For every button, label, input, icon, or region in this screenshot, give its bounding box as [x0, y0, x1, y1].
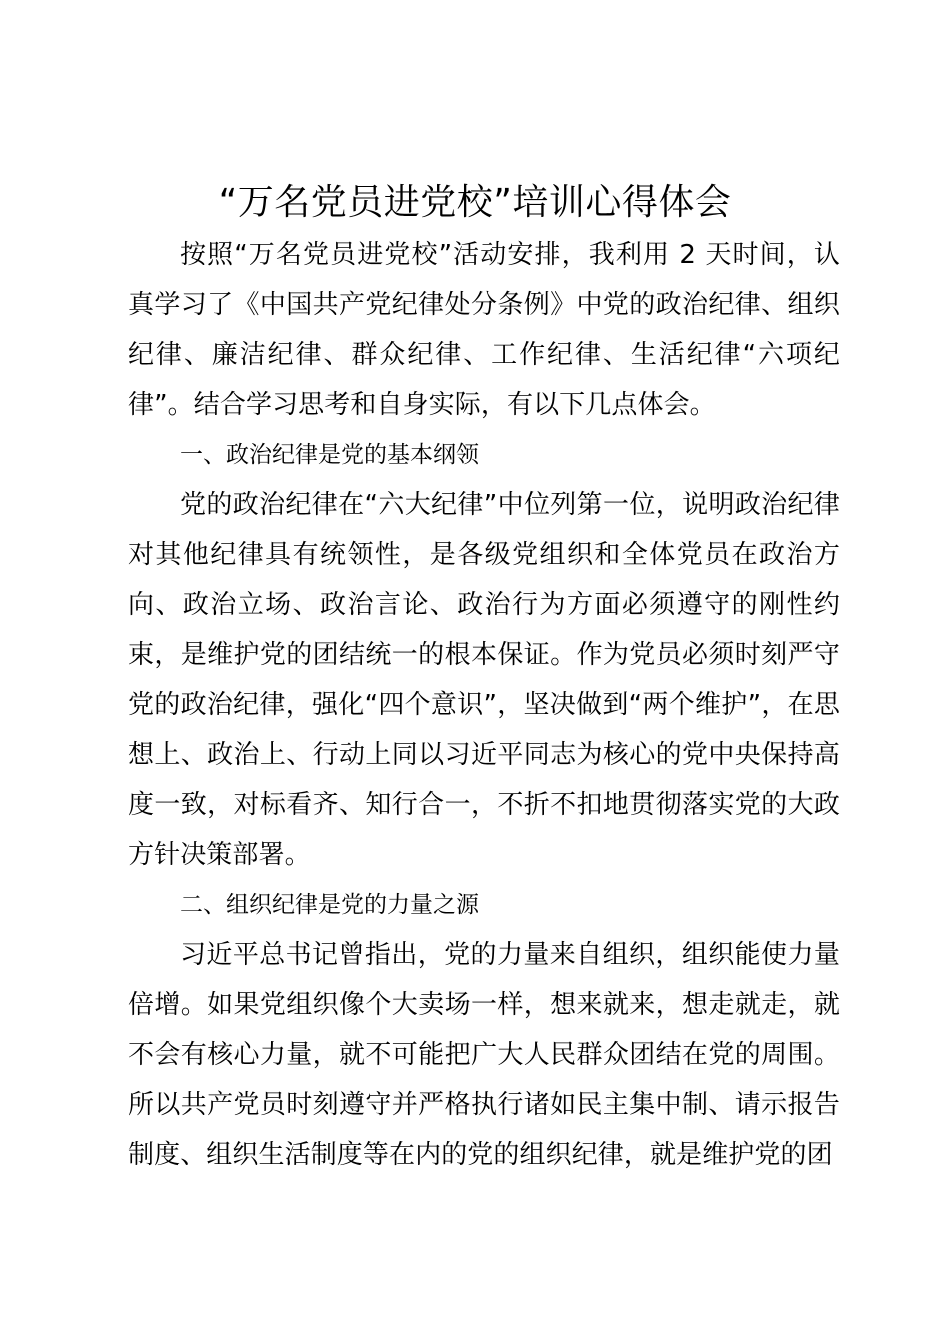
document-title: “万名党员进党校”培训心得体会	[218, 182, 732, 223]
section-1-paragraph: 党的政治纪律在“六大纪律”中位列第一位，说明政治纪律对其他纪律具有统领性，是各级党组织和全体党员在政治方向、政治立场、政治言论、政治行为方面必须遵守的刚性约束，是维护党的团结统一的根本保证。作为党员必须时刻严守党的政治纪律，强化“四个意识”，坚决做到“两个维护”，在思想上、政治上、行动上同以习近平同志为核心的党中央保持高度一致，对标看齐、知行合一，不折不扣地贯彻落实党的大政方针决策部署。	[128, 490, 840, 870]
section-heading-1: 一、政治纪律是党的基本纲领	[180, 442, 479, 468]
section-heading-2: 二、组织纪律是党的力量之源	[180, 892, 479, 918]
document-body	[128, 230, 840, 1180]
section-2-paragraph: 习近平总书记曾指出，党的力量来自组织，组织能使力量倍增。如果党组织像个大卖场一样，想来就来，想走就走，就不会有核心力量，就不可能把广大人民群众团结在党的周围。所以共产党员时刻遵守并严格执行诸如民主集中制、请示报告制度、组织生活制度等在内的党的组织纪律，就是维护党的团	[128, 940, 840, 1170]
intro-paragraph: 按照“万名党员进党校”活动安排，我利用 2 天时间，认真学习了《中国共产党纪律处分条例》中党的政治纪律、组织纪律、廉洁纪律、群众纪律、工作纪律、生活纪律“六项纪律”。结合学习思考和自身实际，有以下几点体会。	[128, 240, 840, 420]
